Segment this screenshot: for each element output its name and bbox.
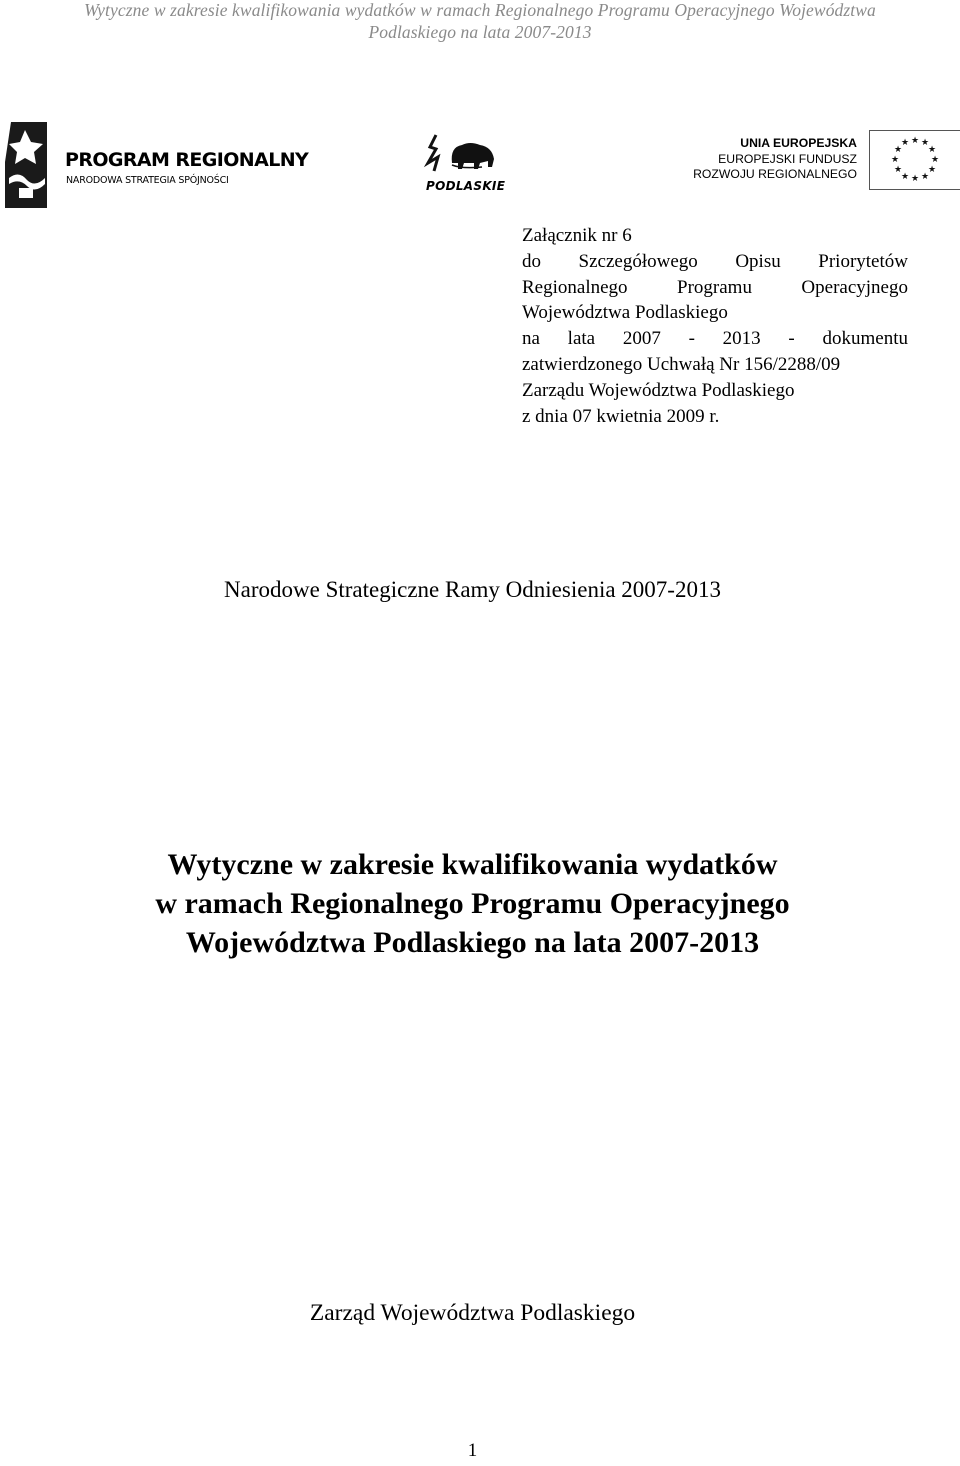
eu-line-3: ROZWOJU REGIONALNEGO [693,167,857,181]
title-line-1: Wytyczne w zakresie kwalifikowania wydatków [167,848,778,881]
svg-text:★: ★ [900,138,910,148]
attachment-note [522,223,908,429]
program-regionalny-subtitle: NARODOWA STRATEGIA SPÓJNOŚCI [66,175,229,186]
svg-text:★: ★ [910,174,920,184]
svg-text:★: ★ [910,136,920,146]
attachment-line: zatwierdzonego Uchwałą Nr 156/2288/09 [522,353,841,375]
attachment-line: do Szczegółowego Opisu Priorytetów [522,250,908,272]
attachment-line: Załącznik nr 6 [522,225,632,246]
svg-text:★: ★ [890,155,900,165]
title-line-2: w ramach Regionalnego Programu Operacyjnego [155,887,790,920]
attachment-line: z dnia 07 kwietnia 2009 r. [522,405,720,427]
svg-text:★: ★ [893,165,903,175]
document-issuer: Zarząd Województwa Podlaskiego [309,1300,636,1326]
document-title [0,845,945,962]
eu-flag [869,130,960,190]
svg-text:★: ★ [893,145,903,155]
eu-logo-text [660,136,857,183]
eu-line-2: EUROPEJSKI FUNDUSZ [718,151,857,166]
document-subtitle: Narodowe Strategiczne Ramy Odniesienia 2007-2013 [224,577,721,602]
program-regionalny-title: PROGRAM REGIONALNY [65,149,309,171]
bison-icon [422,133,500,181]
svg-text:★: ★ [927,165,937,175]
podlaskie-logo [422,133,506,197]
svg-text:★: ★ [930,155,940,165]
running-header-line-2: Podlaskiego na lata 2007-2013 [368,22,592,42]
svg-text:★: ★ [920,138,930,148]
svg-text:★: ★ [927,145,937,155]
eu-flag-icon [870,131,960,189]
svg-text:★: ★ [920,172,930,182]
attachment-line: na lata 2007 - 2013 - dokumentu [522,328,908,350]
podlaskie-caption: PODLASKIE [426,179,506,193]
title-line-3: Województwa Podlaskiego na lata 2007-2013 [185,926,760,959]
attachment-line: Zarządu Województwa Podlaskiego [522,379,795,401]
program-regionalny-logo [5,122,309,208]
running-header-line-1: Wytyczne w zakresie kwalifikowania wydatków w ramach Regionalnego Programu Operacyjnego Województwa [84,0,876,20]
page-number: 1 [467,1440,478,1461]
attachment-line: Województwa Podlaskiego [522,302,728,324]
svg-text:★: ★ [900,172,910,182]
program-regionalny-icon [5,122,53,208]
attachment-line: Regionalnego Programu Operacyjnego [522,276,908,298]
eu-line-1: UNIA EUROPEJSKA [740,136,857,150]
